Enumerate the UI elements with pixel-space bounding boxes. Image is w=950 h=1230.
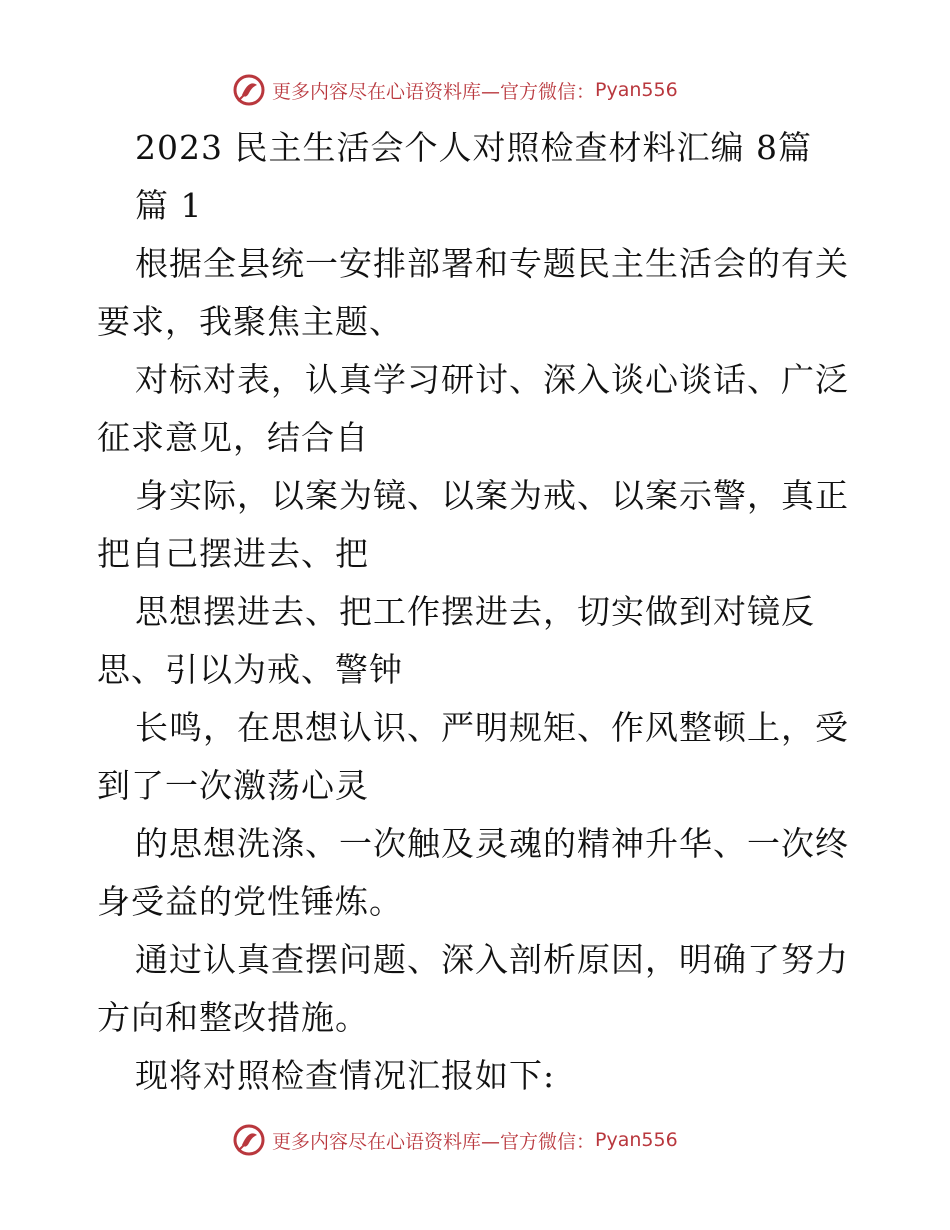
paragraph-line: 身实际，以案为镜、以案为戒、以案示警，真正 bbox=[135, 476, 849, 515]
paragraph-line: 长鸣，在思想认识、严明规矩、作风整顿上，受 bbox=[135, 708, 849, 747]
paragraph-line: 通过认真查摆问题、深入剖析原因，明确了努力 bbox=[135, 940, 849, 979]
paragraph-line: 到了一次激荡心灵 bbox=[97, 766, 369, 805]
watermark-text: 更多内容尽在心语资料库—官方微信： bbox=[272, 80, 596, 103]
paragraph-line: 现将对照检查情况汇报如下: bbox=[135, 1056, 556, 1095]
paragraph-line: 根据全县统一安排部署和专题民主生活会的有关 bbox=[135, 244, 849, 283]
watermark-text: 更多内容尽在心语资料库—官方微信： bbox=[272, 1130, 596, 1153]
wechat-id: Pyan556 bbox=[595, 79, 678, 101]
header-watermark bbox=[232, 72, 678, 108]
paragraph-line: 思、引以为戒、警钟 bbox=[97, 650, 403, 689]
document-title: 2023 民主生活会个人对照检查材料汇编 8篇 bbox=[135, 128, 812, 167]
logo-icon bbox=[232, 73, 266, 107]
paragraph-line: 思想摆进去、把工作摆进去，切实做到对镜反 bbox=[135, 592, 815, 631]
footer-watermark bbox=[232, 1122, 678, 1158]
paragraph-line: 方向和整改措施。 bbox=[97, 998, 369, 1037]
paragraph-line: 把自己摆进去、把 bbox=[97, 534, 369, 573]
wechat-id: Pyan556 bbox=[595, 1129, 678, 1151]
logo-icon bbox=[232, 1123, 266, 1157]
paragraph-line: 的思想洗涤、一次触及灵魂的精神升华、一次终 bbox=[135, 824, 849, 863]
paragraph-line: 要求，我聚焦主题、 bbox=[97, 302, 403, 341]
paragraph-line: 身受益的党性锤炼。 bbox=[97, 882, 403, 921]
paragraph-line: 征求意见，结合自 bbox=[97, 418, 369, 457]
section-heading: 篇 1 bbox=[135, 186, 203, 225]
paragraph-line: 对标对表，认真学习研讨、深入谈心谈话、广泛 bbox=[135, 360, 849, 399]
